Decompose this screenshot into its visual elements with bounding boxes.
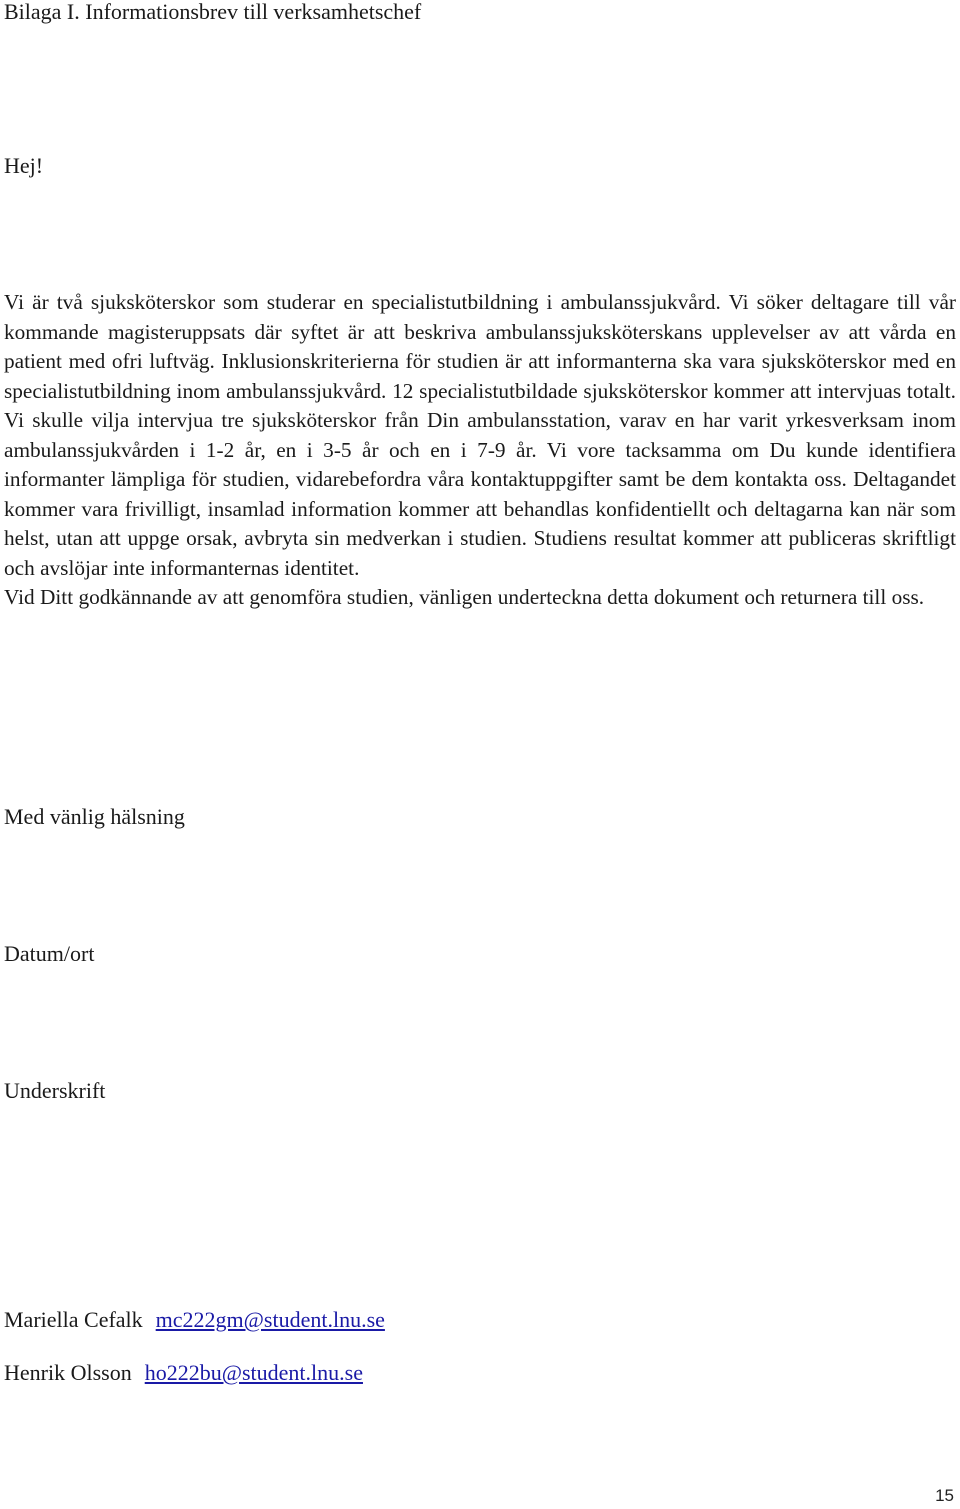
document-heading: Bilaga I. Informationsbrev till verksamhetschef [4,0,422,24]
date-place-label: Datum/ort [4,941,95,966]
contact-email-link[interactable]: ho222bu@student.lnu.se [144,1360,363,1385]
contact-name: Henrik Olsson [4,1360,132,1385]
signature-label: Underskrift [4,1078,106,1103]
letter-body [4,288,956,613]
contact-entry [4,1306,385,1334]
contact-entry [4,1359,363,1387]
closing-phrase: Med vänlig hälsning [4,804,185,829]
page-number: 15 [935,1486,954,1505]
body-paragraph-main: Vi är två sjuksköterskor som studerar en specialistutbildning i ambulanssjukvård. Vi söker deltagare till vår kommande magisteruppsats där syftet är att beskriva ambulanssjuksköterskans upplevelser av att vårda en patient med ofri luftväg. Inklusionskriterierna för studien är att informanterna ska vara sjuksköterskor med en specialistutbildning inom ambulanssjukvård. 12 specialistutbildade sjuksköterskor kommer att intervjuas totalt. Vi skulle vilja intervjua tre sjuksköterskor från Din ambulansstation, varav en har varit yrkesverksam inom ambulanssjukvården i 1-2 år, en i 3-5 år och en i 7-9 år. Vi vore tacksamma om Du kunde identifiera informanter lämpliga för studien, vidarebefordra våra kontaktuppgifter samt be dem kontakta oss. Deltagandet kommer vara frivilligt, insamlad information kommer att behandlas konfidentiellt och deltagarna kan när som helst, utan att uppge orsak, avbryta sin medverkan i studien. Studiens resultat kommer att publiceras skriftligt och avslöjar inte informanternas identitet. [4,290,956,580]
contact-email-link[interactable]: mc222gm@student.lnu.se [155,1307,385,1332]
body-paragraph-request: Vid Ditt godkännande av att genomföra studien, vänligen underteckna detta dokument och returnera till oss. [4,585,925,609]
greeting: Hej! [4,153,44,178]
contact-name: Mariella Cefalk [4,1307,143,1332]
